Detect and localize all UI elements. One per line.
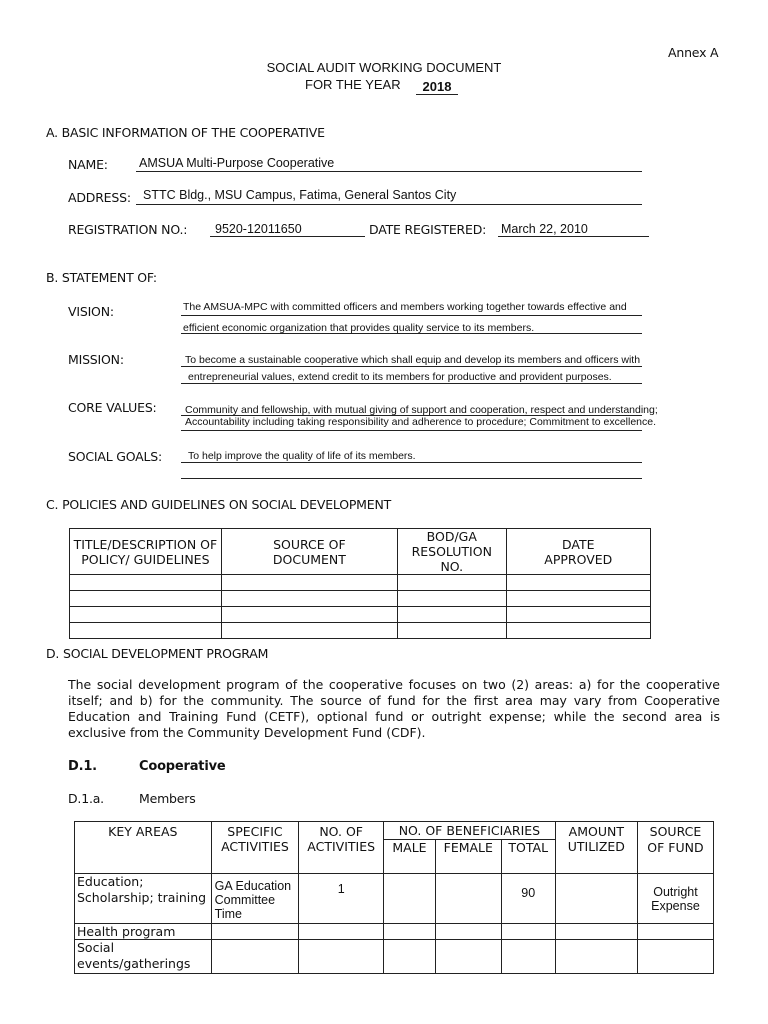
policies-table [69,528,651,639]
table-row [75,874,714,924]
vision-underline-1 [181,315,642,316]
row-no-activities: 1 [299,874,384,924]
date-registered-label: DATE REGISTERED: [369,222,487,237]
vision-underline-2 [181,333,642,334]
mission-underline-2 [181,383,642,384]
name-label: NAME: [68,157,108,172]
header-key-areas: KEY AREAS [75,822,212,874]
row-total: 90 [501,874,555,924]
d1a-number: D.1.a. [68,791,104,806]
social-goals-line-1: To help improve the quality of life of its members. [188,450,416,462]
members-table [74,821,714,974]
policies-header-resolution: BOD/GA RESOLUTION NO. [397,529,506,575]
row-no-activities [299,924,384,940]
social-goals-label: SOCIAL GOALS: [68,449,163,464]
section-c-heading: C. POLICIES AND GUIDELINES ON SOCIAL DEVELOPMENT [46,497,392,512]
core-values-line-1: Community and fellowship, with mutual giving of support and cooperation, respect and understanding; [185,404,658,416]
table-row [75,924,714,940]
header-beneficiaries: NO. OF BENEFICIARIES [384,822,556,840]
row-key-area: Education; Scholarship; training [75,874,212,924]
section-d-paragraph: The social development program of the cooperative focuses on two (2) areas: a) for the cooperative itself; and b) for the community. The source of fund for the first area may vary from Cooperative Education and Training Fund (CETF), optional fund or outright expense; while the second area is exclusive from the Community Development Fund (CDF). [68,677,720,740]
row-source-of-fund [637,924,713,940]
date-registered-underline [498,236,649,237]
table-row [70,591,651,607]
row-amount [555,874,637,924]
date-registered-value: March 22, 2010 [501,222,588,236]
policies-header-date: DATE APPROVED [506,529,650,575]
mission-underline-1 [181,366,642,367]
row-amount [555,924,637,940]
vision-line-1: The AMSUA-MPC with committed officers and members working together towards effective and [183,301,627,313]
d1a-title: Members [139,791,196,806]
row-source-of-fund: Outright Expense [637,874,713,924]
annex-label: Annex A [668,45,719,60]
section-d-heading: D. SOCIAL DEVELOPMENT PROGRAM [46,646,269,661]
policies-header-title: TITLE/DESCRIPTION OF POLICY/ GUIDELINES [70,529,222,575]
section-a-heading: A. BASIC INFORMATION OF THE COOPERATIVE [46,125,325,140]
row-female [435,924,501,940]
mission-line-2: entrepreneurial values, extend credit to its members for productive and provident purposes. [188,371,612,383]
year-value: 2018 [416,79,458,95]
registration-underline [210,236,365,237]
registration-value: 9520-12011650 [215,222,302,236]
row-source-of-fund [637,940,713,974]
row-total [501,940,555,974]
header-female: FEMALE [435,840,501,874]
header-amount-utilized: AMOUNT UTILIZED [555,822,637,874]
header-source-of-fund: SOURCE OF FUND [637,822,713,874]
mission-line-1: To become a sustainable cooperative which shall equip and develop its members and officers with [185,354,641,366]
d1-number: D.1. [68,759,97,774]
row-no-activities [299,940,384,974]
name-value: AMSUA Multi-Purpose Cooperative [139,156,335,170]
row-specific-activity [211,940,299,974]
section-b-heading: B. STATEMENT OF: [46,270,157,285]
row-specific-activity [211,924,299,940]
core-values-label: CORE VALUES: [68,400,157,415]
row-specific-activity: GA Education Committee Time [211,874,299,924]
header-no-activities: NO. OF ACTIVITIES [299,822,384,874]
doc-title: SOCIAL AUDIT WORKING DOCUMENT [266,60,502,75]
address-value: STTC Bldg., MSU Campus, Fatima, General Santos City [143,188,457,202]
vision-label: VISION: [68,304,114,319]
row-male [384,924,436,940]
social-goals-underline-2 [181,478,642,479]
header-specific-activities: SPECIFIC ACTIVITIES [211,822,299,874]
name-underline [136,171,642,172]
table-row [70,575,651,591]
registration-label: REGISTRATION NO.: [68,222,188,237]
mission-label: MISSION: [68,352,124,367]
address-underline [136,204,642,205]
core-values-underline-2 [181,430,642,431]
header-male: MALE [384,840,436,874]
core-values-line-2: Accountability including taking responsibility and adherence to procedure; Commitment to excellence. [185,416,657,428]
vision-line-2: efficient economic organization that provides quality service to its members. [183,322,535,334]
policies-header-source: SOURCE OF DOCUMENT [221,529,397,575]
row-amount [555,940,637,974]
row-total [501,924,555,940]
row-female [435,940,501,974]
header-total: TOTAL [501,840,555,874]
table-row [70,623,651,639]
address-label: ADDRESS: [68,190,131,205]
row-male [384,940,436,974]
table-row [75,940,714,974]
social-goals-underline-1 [181,462,642,463]
row-key-area: Social events/gatherings [75,940,212,974]
d1-title: Cooperative [139,759,226,774]
row-female [435,874,501,924]
table-row [70,607,651,623]
row-male [384,874,436,924]
doc-subtitle: FOR THE YEAR [305,77,401,92]
row-key-area: Health program [75,924,212,940]
